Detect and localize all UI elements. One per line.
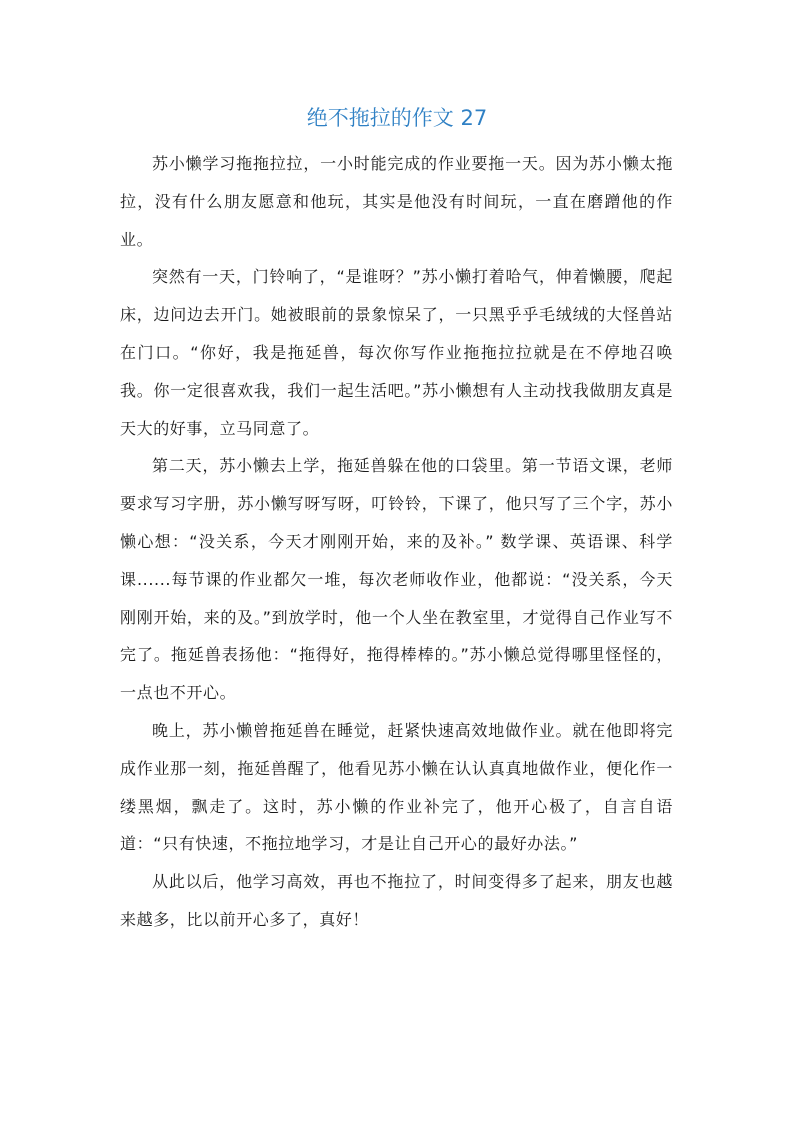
- paragraph-5: 从此以后，他学习高效，再也不拖拉了，时间变得多了起来，朋友也越来越多，比以前开心多了，真好！: [120, 872, 673, 929]
- paragraph-2: 突然有一天，门铃响了，“是谁呀？”苏小懒打着哈气，伸着懒腰，爬起床，边问边去开门。她被眼前的景象惊呆了，一只黑乎乎毛绒绒的大怪兽站在门口。“你好，我是拖延兽，每次你写作业拖拖拉拉就是在不停地召唤我。你一定很喜欢我，我们一起生活吧。”苏小懒想有人主动找我做朋友真是天大的好事，立马同意了。: [120, 267, 673, 438]
- paragraph-4: 晚上，苏小懒曾拖延兽在睡觉，赶紧快速高效地做作业。就在他即将完成作业那一刻，拖延兽醒了，他看见苏小懒在认认真真地做作业，便化作一缕黑烟，飘走了。这时，苏小懒的作业补完了，他开心极了，自言自语道：“只有快速，不拖拉地学习，才是让自己开心的最好办法。”: [120, 720, 673, 854]
- essay-title: 绝不拖拉的作文 27: [306, 106, 488, 130]
- paragraph-3: 第二天，苏小懒去上学，拖延兽躲在他的口袋里。第一节语文课，老师要求写习字册，苏小懒写呀写呀，叮铃铃，下课了，他只写了三个字，苏小懒心想：“没关系，今天才刚刚开始，来的及补。” 数学课、英语课、科学课......每节课的作业都欠一堆，每次老师收作业，他都说：“没关系，今天刚刚开始，来的及。”到放学时，他一个人坐在教室里，才觉得自己作业写不完了。拖延兽表扬他：“拖得好，拖得棒棒的。”苏小懒总觉得哪里怪怪的，一点也不开心。: [120, 456, 673, 703]
- paragraph-1: 苏小懒学习拖拖拉拉，一小时能完成的作业要拖一天。因为苏小懒太拖拉，没有什么朋友愿意和他玩，其实是他没有时间玩，一直在磨蹭他的作业。: [120, 154, 673, 249]
- essay-body: [120, 145, 673, 939]
